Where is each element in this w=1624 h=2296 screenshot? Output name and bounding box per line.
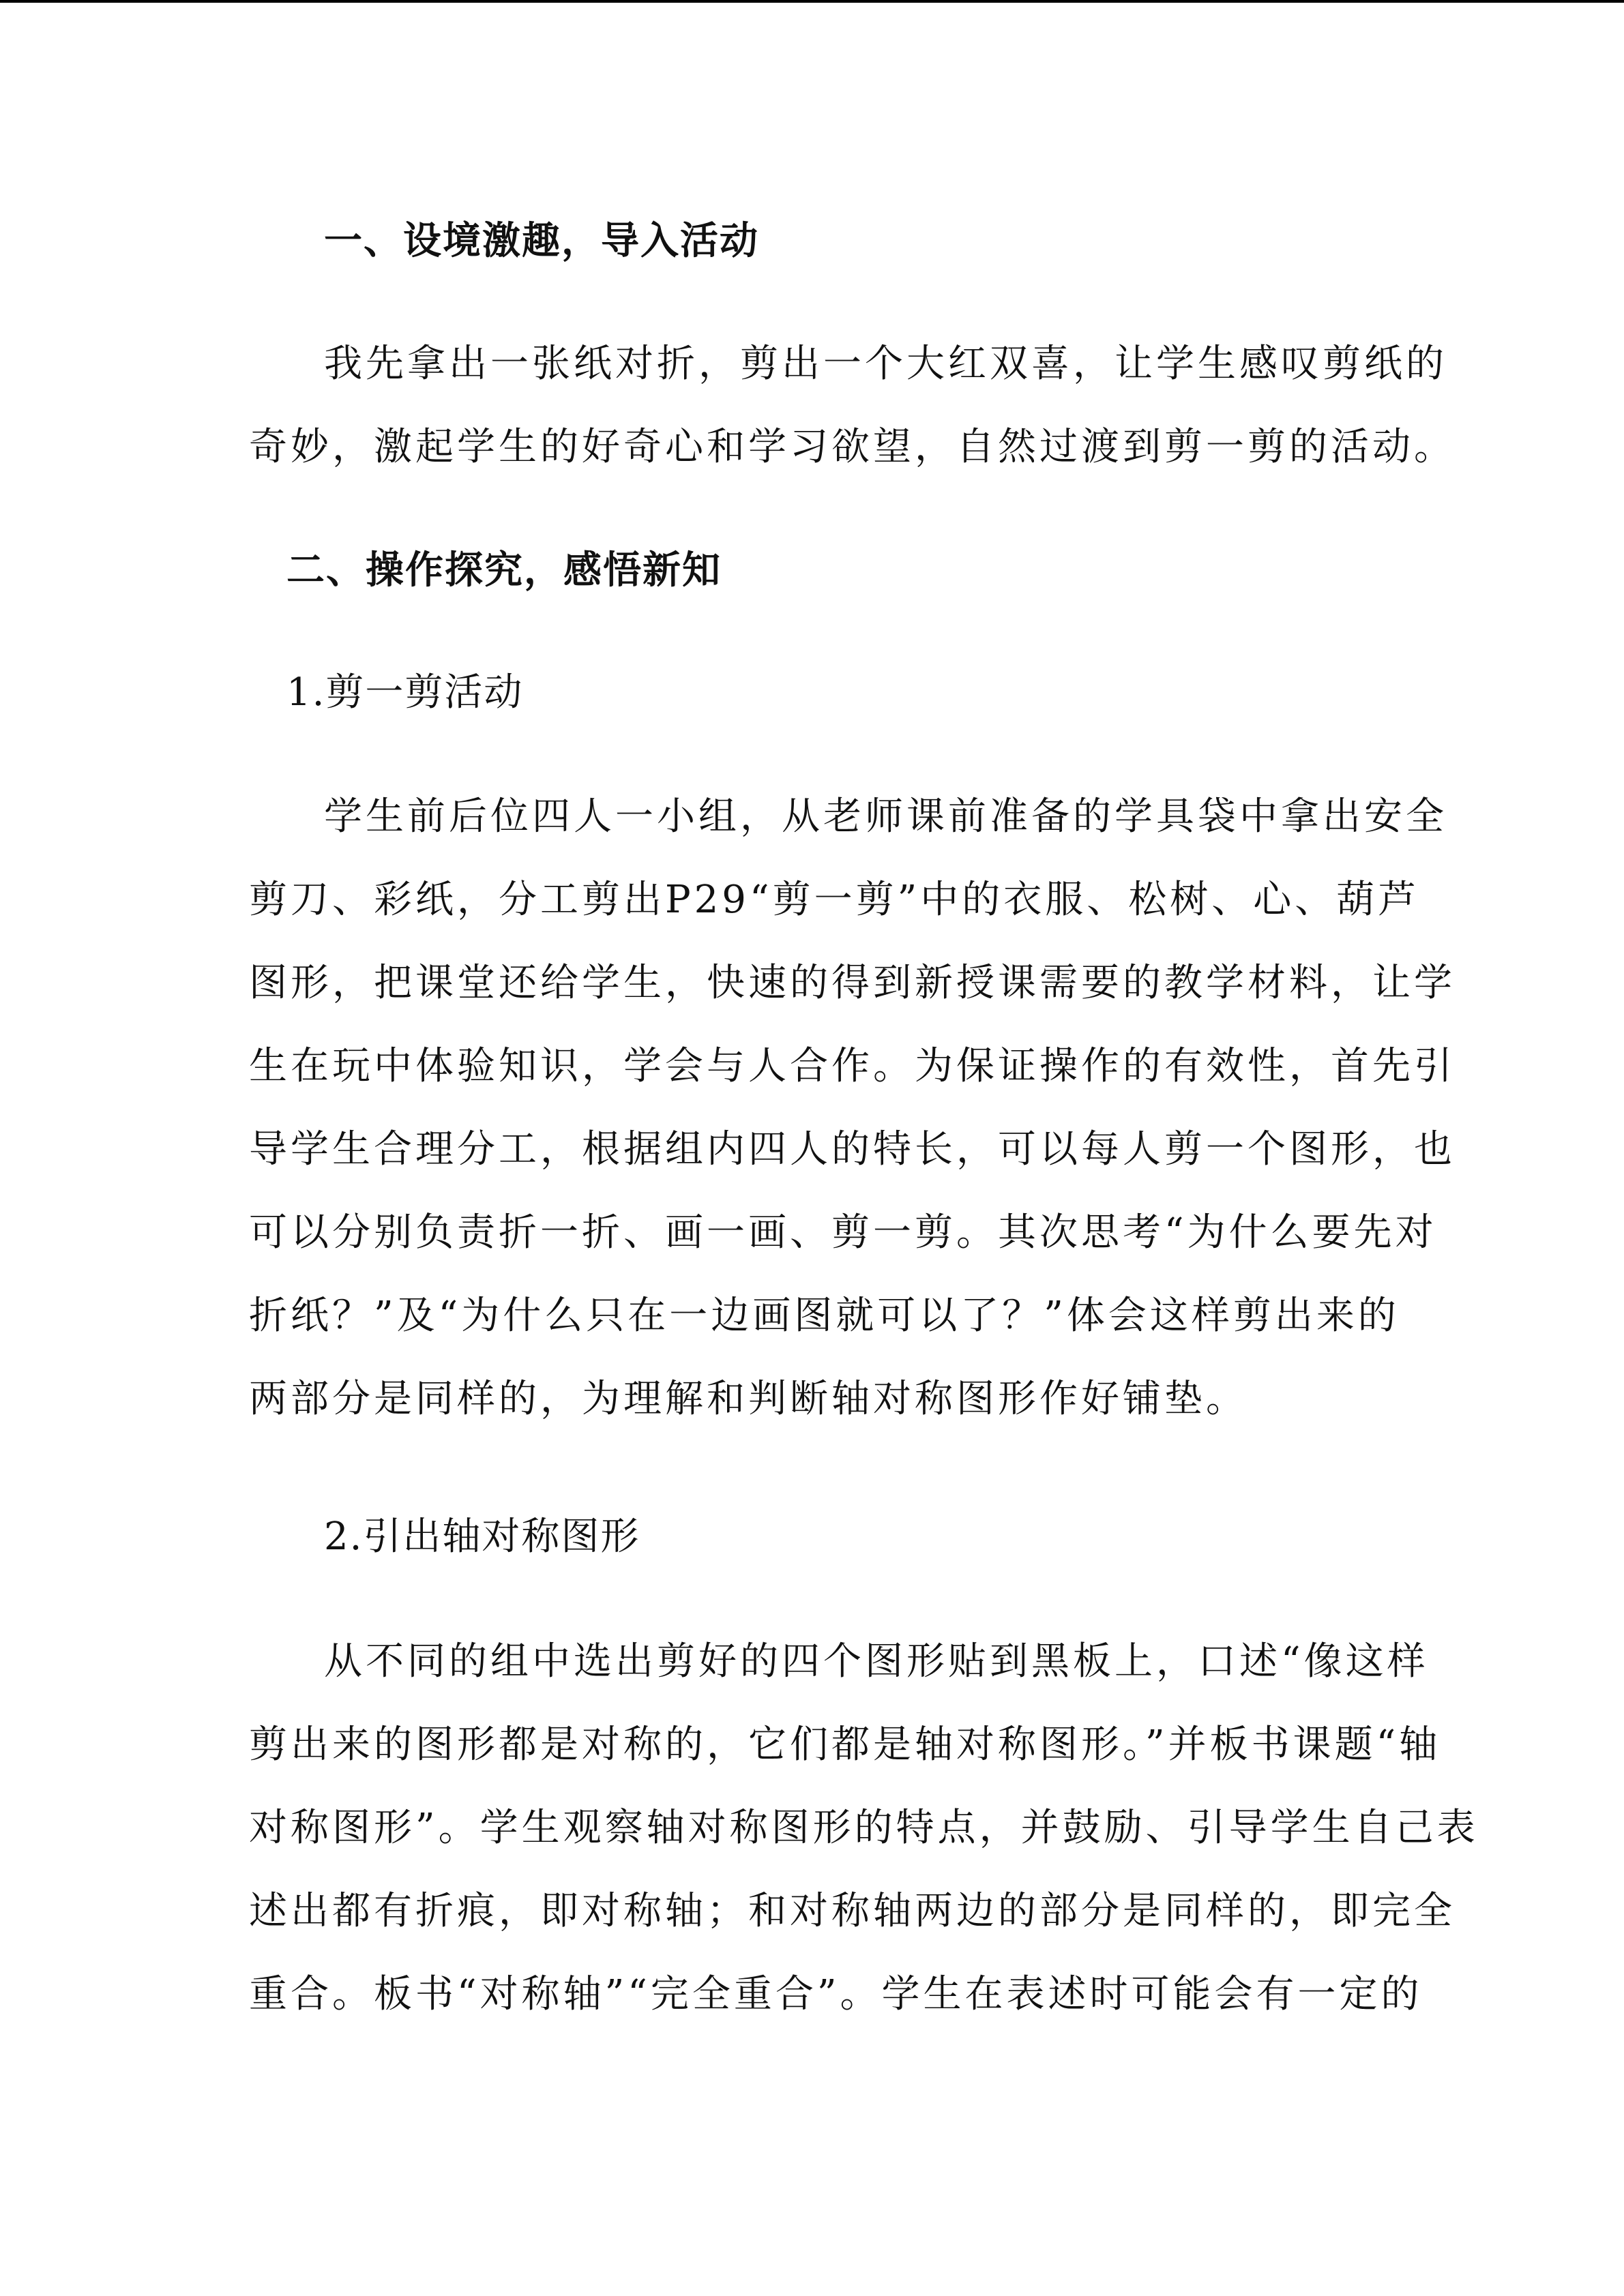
subsection2-title: 2.引出轴对称图形 — [324, 1515, 640, 1559]
subsection2-paragraph — [249, 1620, 1479, 2036]
paragraph-line: 可以分别负责折一折、画一画、剪一剪。其次思考“为什么要先对 — [249, 1210, 1437, 1255]
paragraph-line: 奇妙，激起学生的好奇心和学习欲望，自然过渡到剪一剪的活动。 — [249, 425, 1456, 469]
paragraph-line: 导学生合理分工，根据组内四人的特长，可以每人剪一个图形，也 — [249, 1127, 1456, 1172]
subsection1-title: 1.剪一剪活动 — [286, 670, 524, 715]
section1-paragraph — [249, 323, 1456, 489]
paragraph-line: 重合。板书“对称轴”“完全重合”。学生在表述时可能会有一定的 — [249, 1972, 1423, 2016]
subsection1-paragraph — [249, 775, 1456, 1441]
paragraph-line: 图形，把课堂还给学生，快速的得到新授课需要的教学材料，让学 — [249, 961, 1456, 1005]
paragraph-line: 述出都有折痕，即对称轴；和对称轴两边的部分是同样的，即完全 — [249, 1889, 1456, 1933]
section2-heading: 二、操作探究，感悟新知 — [286, 548, 722, 593]
paragraph-line: 从不同的组中选出剪好的四个图形贴到黑板上，口述“像这样 — [324, 1639, 1429, 1684]
paragraph-line: 对称图形”。学生观察轴对称图形的特点，并鼓励、引导学生自己表 — [249, 1806, 1479, 1850]
paragraph-line: 剪刀、彩纸，分工剪出P29“剪一剪”中的衣服、松树、心、葫芦 — [249, 878, 1420, 922]
paragraph-line: 我先拿出一张纸对折，剪出一个大红双喜，让学生感叹剪纸的 — [324, 342, 1447, 386]
paragraph-line: 剪出来的图形都是对称的，它们都是轴对称图形。”并板书课题“轴 — [249, 1723, 1441, 1767]
page-top-border — [0, 0, 1624, 3]
paragraph-line: 生在玩中体验知识，学会与人合作。为保证操作的有效性，首先引 — [249, 1044, 1456, 1088]
paragraph-line: 两部分是同样的，为理解和判断轴对称图形作好铺垫。 — [249, 1377, 1247, 1421]
paragraph-line: 学生前后位四人一小组，从老师课前准备的学具袋中拿出安全 — [324, 794, 1447, 839]
section1-heading: 一、设境激趣，导入活动 — [324, 218, 759, 263]
paragraph-line: 折纸？”及“为什么只在一边画图就可以了？”体会这样剪出来的 — [249, 1294, 1400, 1338]
